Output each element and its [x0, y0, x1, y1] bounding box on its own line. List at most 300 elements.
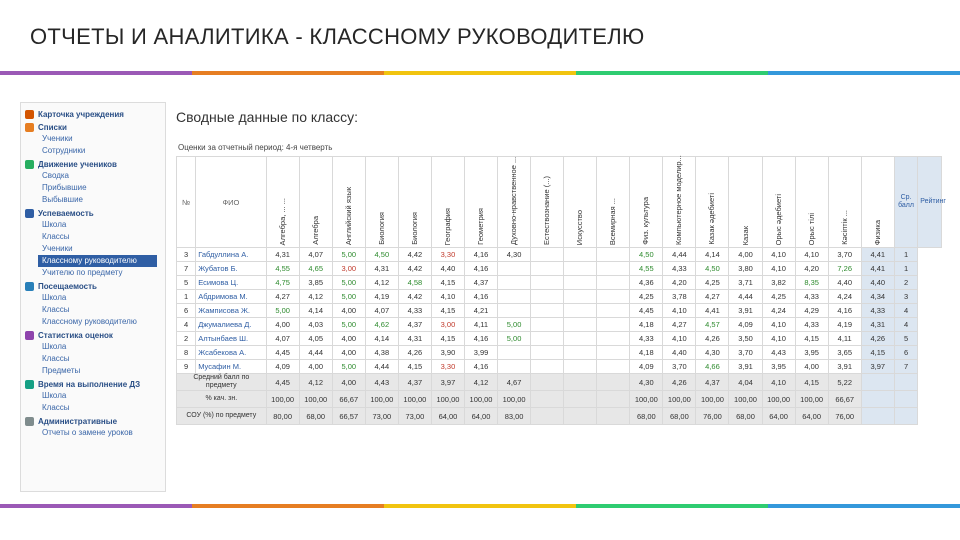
grade-cell: 4,38: [365, 346, 398, 360]
header-subject: [762, 157, 795, 248]
subject-label: Компьютерное моделир...: [674, 155, 684, 245]
grade-cell: 4,41: [696, 304, 729, 318]
grade-cell: [597, 318, 630, 332]
grade-cell: 3,30: [431, 360, 464, 374]
summary-cell: 100,00: [498, 391, 531, 408]
clock-icon: [25, 380, 34, 389]
stripe-segment: [384, 71, 576, 75]
top-color-stripe: [0, 71, 960, 75]
summary-label: % кач. зн.: [177, 391, 267, 408]
table-row[interactable]: [177, 290, 942, 304]
grade-cell: [498, 346, 531, 360]
grade-cell: 5,00: [498, 332, 531, 346]
grade-cell: 4,10: [762, 332, 795, 346]
grade-cell: 4,12: [365, 276, 398, 290]
grade-cell: 4,29: [795, 304, 828, 318]
header-subject: [498, 157, 531, 248]
grade-cell: [531, 248, 564, 262]
grade-cell: 4,33: [663, 262, 696, 276]
grade-cell: 4,44: [365, 360, 398, 374]
table-row[interactable]: [177, 346, 942, 360]
grade-cell: 7,26: [828, 262, 861, 276]
grade-cell: 4,33: [795, 318, 828, 332]
grade-cell: 4,21: [464, 304, 497, 318]
grade-cell: 4,44: [729, 290, 762, 304]
header-subject: [663, 157, 696, 248]
summary-cell: 5,22: [828, 374, 861, 391]
student-rating: 5: [894, 332, 917, 346]
grade-cell: 4,00: [299, 360, 332, 374]
summary-cell: 83,00: [498, 408, 531, 425]
summary-cell: 73,00: [398, 408, 431, 425]
summary-cell: 100,00: [365, 391, 398, 408]
grade-cell: 4,55: [630, 262, 663, 276]
grade-cell: 4,40: [431, 262, 464, 276]
grade-cell: 4,30: [498, 248, 531, 262]
sidebar-section-label: Административные: [38, 416, 118, 426]
student-rating: 1: [894, 262, 917, 276]
grade-cell: [564, 248, 597, 262]
table-row[interactable]: [177, 360, 942, 374]
grade-cell: 4,26: [696, 332, 729, 346]
content-title: Сводные данные по классу:: [176, 109, 359, 125]
grade-cell: 4,25: [630, 290, 663, 304]
table-row[interactable]: [177, 248, 942, 262]
grade-cell: 4,43: [762, 346, 795, 360]
grade-cell: 4,50: [630, 248, 663, 262]
summary-cell: [861, 408, 894, 425]
calendar-icon: [25, 282, 34, 291]
grade-cell: 3,80: [729, 262, 762, 276]
grade-cell: [597, 290, 630, 304]
grade-cell: 4,00: [795, 360, 828, 374]
grade-cell: 4,16: [464, 332, 497, 346]
grade-cell: 4,20: [663, 276, 696, 290]
card-icon: [25, 110, 34, 119]
summary-cell: 4,12: [299, 374, 332, 391]
summary-cell: [597, 408, 630, 425]
grade-cell: [498, 262, 531, 276]
grade-cell: 3,50: [729, 332, 762, 346]
header-subject: [630, 157, 663, 248]
sidebar-item[interactable]: Школа: [42, 342, 67, 351]
student-average: 4,31: [861, 318, 894, 332]
table-row[interactable]: [177, 304, 942, 318]
grade-cell: 4,37: [398, 318, 431, 332]
grade-cell: [531, 276, 564, 290]
grade-cell: [531, 304, 564, 318]
subject-label: Биология: [409, 212, 419, 245]
summary-cell: 64,00: [464, 408, 497, 425]
sidebar-item[interactable]: Ученики: [42, 244, 73, 253]
student-name[interactable]: Алтынбаев Ш.: [196, 332, 266, 346]
grade-cell: [597, 248, 630, 262]
grade-cell: 4,24: [762, 304, 795, 318]
class-summary-table: [176, 155, 946, 425]
grade-cell: 4,11: [828, 332, 861, 346]
sidebar-section-label: Списки: [38, 122, 67, 132]
sidebar-section[interactable]: [25, 158, 165, 170]
subject-label: Естествознание (...): [542, 176, 552, 245]
grade-cell: 3,91: [828, 360, 861, 374]
subject-label: География: [442, 207, 452, 245]
subject-label: Биология: [376, 212, 386, 245]
grade-cell: 5,00: [332, 360, 365, 374]
grade-cell: 4,05: [299, 332, 332, 346]
header-subject: [729, 157, 762, 248]
row-number: 3: [177, 248, 196, 262]
grade-cell: 4,07: [365, 304, 398, 318]
grade-cell: 4,11: [464, 318, 497, 332]
sidebar-item[interactable]: Ученики: [42, 134, 73, 143]
subject-label: Алгебра: [310, 216, 320, 245]
grade-cell: 4,31: [266, 248, 299, 262]
summary-cell: 68,00: [663, 408, 696, 425]
sidebar-item[interactable]: Классному руководителю: [38, 255, 157, 267]
summary-cell: 66,67: [332, 391, 365, 408]
row-number: 6: [177, 304, 196, 318]
slide-title: ОТЧЕТЫ И АНАЛИТИКА - КЛАССНОМУ РУКОВОДИТЕЛЮ: [30, 24, 645, 49]
sidebar-item[interactable]: Учителю по предмету: [42, 268, 123, 277]
header-subject: [365, 157, 398, 248]
header-subject: [795, 157, 828, 248]
sidebar-section[interactable]: [25, 207, 165, 219]
row-number: 8: [177, 346, 196, 360]
grade-cell: 3,00: [431, 318, 464, 332]
student-name[interactable]: Джумалиева Д.: [196, 318, 266, 332]
summary-cell: 4,04: [729, 374, 762, 391]
grade-cell: 4,00: [332, 304, 365, 318]
subject-label: Алгебра, ... ...: [277, 197, 287, 245]
grade-cell: 4,33: [398, 304, 431, 318]
header-subject: [828, 157, 861, 248]
period-label: Оценки за отчетный период: 4-я четверть: [178, 143, 333, 152]
grade-cell: 4,15: [431, 332, 464, 346]
grade-cell: [531, 360, 564, 374]
table-row[interactable]: [177, 262, 942, 276]
student-rating: 4: [894, 318, 917, 332]
student-name[interactable]: Мусафин М.: [196, 360, 266, 374]
student-name[interactable]: Жубатов Б.: [196, 262, 266, 276]
grade-cell: 4,15: [398, 360, 431, 374]
sidebar-section[interactable]: [25, 121, 165, 133]
student-average: 4,34: [861, 290, 894, 304]
stripe-segment: [768, 71, 960, 75]
grade-cell: 5,00: [332, 248, 365, 262]
student-rating: 4: [894, 304, 917, 318]
subject-label: Кәсіптік ...: [839, 210, 849, 245]
grade-cell: 5,00: [266, 304, 299, 318]
header-rating: Рейтинг: [918, 157, 942, 248]
grade-cell: 4,27: [663, 318, 696, 332]
summary-cell: [531, 408, 564, 425]
report-sidebar: [20, 102, 166, 492]
grade-cell: 4,42: [398, 262, 431, 276]
sidebar-item[interactable]: Классы: [42, 403, 70, 412]
grade-cell: 4,42: [398, 248, 431, 262]
grade-cell: 4,50: [365, 248, 398, 262]
student-average: 4,41: [861, 262, 894, 276]
grade-cell: 4,26: [398, 346, 431, 360]
student-name[interactable]: Есимова Ц.: [196, 276, 266, 290]
grade-cell: 4,07: [266, 332, 299, 346]
grade-cell: 4,18: [630, 318, 663, 332]
grade-cell: 4,37: [464, 276, 497, 290]
sidebar-item[interactable]: Выбывшие: [42, 195, 84, 204]
grade-cell: 4,16: [464, 290, 497, 304]
row-number: 5: [177, 276, 196, 290]
stripe-segment: [0, 71, 192, 75]
sidebar-section[interactable]: [25, 329, 165, 341]
grade-cell: 4,31: [365, 262, 398, 276]
grade-cell: 3,95: [762, 360, 795, 374]
sidebar-item[interactable]: Школа: [42, 293, 67, 302]
grade-cell: 3,91: [729, 360, 762, 374]
student-name[interactable]: Жсабекова А.: [196, 346, 266, 360]
header-subject: [431, 157, 464, 248]
grade-cell: [531, 262, 564, 276]
summary-cell: 100,00: [431, 391, 464, 408]
grade-cell: 4,09: [729, 318, 762, 332]
grade-cell: 4,25: [762, 290, 795, 304]
summary-cell: 4,67: [498, 374, 531, 391]
grade-cell: 4,66: [696, 360, 729, 374]
sidebar-section[interactable]: [25, 108, 165, 120]
grade-cell: 4,00: [332, 346, 365, 360]
summary-cell: 64,00: [762, 408, 795, 425]
summary-cell: [597, 391, 630, 408]
grade-cell: 4,07: [299, 248, 332, 262]
grade-cell: 4,27: [696, 290, 729, 304]
subject-label: Геометрия: [476, 208, 486, 245]
sidebar-item[interactable]: Школа: [42, 220, 67, 229]
subject-label: Искусство: [575, 209, 585, 245]
grade-cell: 4,00: [332, 332, 365, 346]
grade-cell: 4,10: [762, 248, 795, 262]
grade-cell: 4,10: [795, 248, 828, 262]
summary-table-wrap: [176, 155, 946, 425]
sidebar-item[interactable]: Классы: [42, 232, 70, 241]
grade-cell: 3,70: [729, 346, 762, 360]
grade-cell: 5,00: [332, 318, 365, 332]
grade-cell: 5,00: [498, 318, 531, 332]
grade-cell: 4,20: [795, 262, 828, 276]
subject-label: Английский язык: [343, 186, 353, 245]
grade-cell: 4,18: [630, 346, 663, 360]
summary-cell: 68,00: [630, 408, 663, 425]
summary-row: [177, 408, 942, 425]
grade-cell: 4,15: [431, 304, 464, 318]
student-rating: 1: [894, 248, 917, 262]
header-subject: [266, 157, 299, 248]
sidebar-item[interactable]: Предметы: [42, 366, 81, 375]
grade-cell: 4,62: [365, 318, 398, 332]
grade-cell: [597, 276, 630, 290]
grade-cell: 5,00: [332, 290, 365, 304]
grade-cell: 4,10: [663, 304, 696, 318]
sidebar-item[interactable]: Классы: [42, 305, 70, 314]
grade-cell: 4,14: [696, 248, 729, 262]
header-subject: [332, 157, 365, 248]
subject-label: Орыс әдебиеті: [773, 193, 783, 245]
sidebar-item[interactable]: Отчеты о замене уроков: [42, 428, 133, 437]
grade-cell: 4,16: [828, 304, 861, 318]
grade-cell: [564, 346, 597, 360]
summary-cell: 100,00: [795, 391, 828, 408]
header-subject: [564, 157, 597, 248]
summary-cell: 76,00: [828, 408, 861, 425]
grade-cell: [498, 360, 531, 374]
grade-cell: 4,42: [398, 290, 431, 304]
summary-cell: 76,00: [696, 408, 729, 425]
summary-cell: [531, 374, 564, 391]
grade-cell: 4,19: [828, 318, 861, 332]
grade-cell: 4,15: [431, 276, 464, 290]
header-number: №: [177, 157, 196, 248]
grade-cell: 4,19: [365, 290, 398, 304]
sidebar-section-label: Посещаемость: [38, 281, 97, 291]
student-average: 4,26: [861, 332, 894, 346]
summary-cell: 4,37: [398, 374, 431, 391]
summary-cell: 4,00: [332, 374, 365, 391]
grade-cell: [498, 276, 531, 290]
summary-cell: 4,37: [696, 374, 729, 391]
student-name[interactable]: Габдуллина А.: [196, 248, 266, 262]
subject-label: Казак: [740, 225, 750, 245]
stripe-segment: [768, 504, 960, 508]
table-row[interactable]: [177, 318, 942, 332]
summary-label: СОУ (%) по предмету: [177, 408, 267, 425]
header-subject: [299, 157, 332, 248]
grade-cell: 4,14: [299, 304, 332, 318]
table-row[interactable]: [177, 276, 942, 290]
subject-label: Физ. культура: [641, 197, 651, 245]
sidebar-section-label: Карточка учреждения: [38, 109, 124, 119]
grade-cell: [564, 276, 597, 290]
grade-cell: 4,55: [266, 262, 299, 276]
grade-cell: 4,16: [464, 360, 497, 374]
summary-cell: [597, 374, 630, 391]
student-rating: 3: [894, 290, 917, 304]
grade-cell: 4,44: [299, 346, 332, 360]
summary-cell: 4,10: [762, 374, 795, 391]
summary-cell: 100,00: [266, 391, 299, 408]
summary-cell: [531, 391, 564, 408]
stripe-segment: [576, 71, 768, 75]
header-subject: [398, 157, 431, 248]
sidebar-section[interactable]: [25, 378, 165, 390]
grade-cell: 4,33: [795, 290, 828, 304]
sidebar-section[interactable]: [25, 280, 165, 292]
student-rating: 2: [894, 276, 917, 290]
sidebar-item[interactable]: Прибывшие: [42, 183, 87, 192]
grade-cell: [564, 304, 597, 318]
summary-label: Средний балл по предмету: [177, 374, 267, 391]
grade-cell: [564, 318, 597, 332]
summary-cell: 4,12: [464, 374, 497, 391]
summary-cell: [564, 374, 597, 391]
row-number: 9: [177, 360, 196, 374]
summary-cell: 4,15: [795, 374, 828, 391]
grade-cell: 4,45: [266, 346, 299, 360]
summary-cell: 100,00: [630, 391, 663, 408]
grade-cell: [597, 360, 630, 374]
summary-cell: [861, 391, 894, 408]
student-name[interactable]: Жамписова Ж.: [196, 304, 266, 318]
people-icon: [25, 160, 34, 169]
grade-cell: 4,16: [464, 248, 497, 262]
grade-cell: [498, 290, 531, 304]
sidebar-section[interactable]: [25, 415, 165, 427]
student-name[interactable]: Абдримова М.: [196, 290, 266, 304]
stripe-segment: [192, 504, 384, 508]
grade-cell: 4,09: [630, 360, 663, 374]
grade-cell: 3,70: [828, 248, 861, 262]
sidebar-item[interactable]: Школа: [42, 391, 67, 400]
grade-cell: [597, 262, 630, 276]
grade-cell: 4,03: [299, 318, 332, 332]
list-icon: [25, 123, 34, 132]
grade-cell: [564, 290, 597, 304]
header-subject: [696, 157, 729, 248]
grade-cell: 3,70: [663, 360, 696, 374]
summary-cell: 4,30: [630, 374, 663, 391]
grade-cell: 4,09: [266, 360, 299, 374]
table-row[interactable]: [177, 332, 942, 346]
grade-cell: 4,44: [663, 248, 696, 262]
grade-cell: 3,90: [431, 346, 464, 360]
summary-row: [177, 391, 942, 408]
grade-cell: 4,24: [828, 290, 861, 304]
sidebar-item[interactable]: Классному руководителю: [42, 317, 137, 326]
sidebar-item[interactable]: Сотрудники: [42, 146, 86, 155]
summary-cell: [894, 391, 917, 408]
grade-cell: 4,00: [729, 248, 762, 262]
subject-label: Орыс тілі: [806, 212, 816, 245]
student-average: 4,15: [861, 346, 894, 360]
sidebar-section-label: Статистика оценок: [38, 330, 113, 340]
grade-cell: 4,16: [464, 262, 497, 276]
grade-cell: [564, 332, 597, 346]
grade-cell: 4,31: [398, 332, 431, 346]
grade-cell: 3,71: [729, 276, 762, 290]
sidebar-section-label: Движение учеников: [38, 159, 117, 169]
grade-cell: [531, 346, 564, 360]
grade-cell: [564, 262, 597, 276]
summary-cell: 68,00: [729, 408, 762, 425]
sidebar-item[interactable]: Сводка: [42, 171, 70, 180]
grade-cell: [597, 346, 630, 360]
summary-row: [177, 374, 942, 391]
grade-cell: 4,00: [266, 318, 299, 332]
sidebar-item[interactable]: Классы: [42, 354, 70, 363]
subject-label: Духовно-нравственное ...: [509, 156, 519, 245]
grade-cell: 3,00: [332, 262, 365, 276]
grade-cell: 4,10: [663, 332, 696, 346]
student-average: 4,41: [861, 248, 894, 262]
grade-cell: 4,30: [696, 346, 729, 360]
summary-cell: 68,00: [299, 408, 332, 425]
row-number: 1: [177, 290, 196, 304]
grade-cell: [564, 360, 597, 374]
summary-cell: 100,00: [398, 391, 431, 408]
header-subject: [861, 157, 894, 248]
summary-cell: 66,67: [828, 391, 861, 408]
grade-cell: 4,75: [266, 276, 299, 290]
summary-cell: 100,00: [299, 391, 332, 408]
grade-cell: [498, 304, 531, 318]
summary-cell: 100,00: [663, 391, 696, 408]
